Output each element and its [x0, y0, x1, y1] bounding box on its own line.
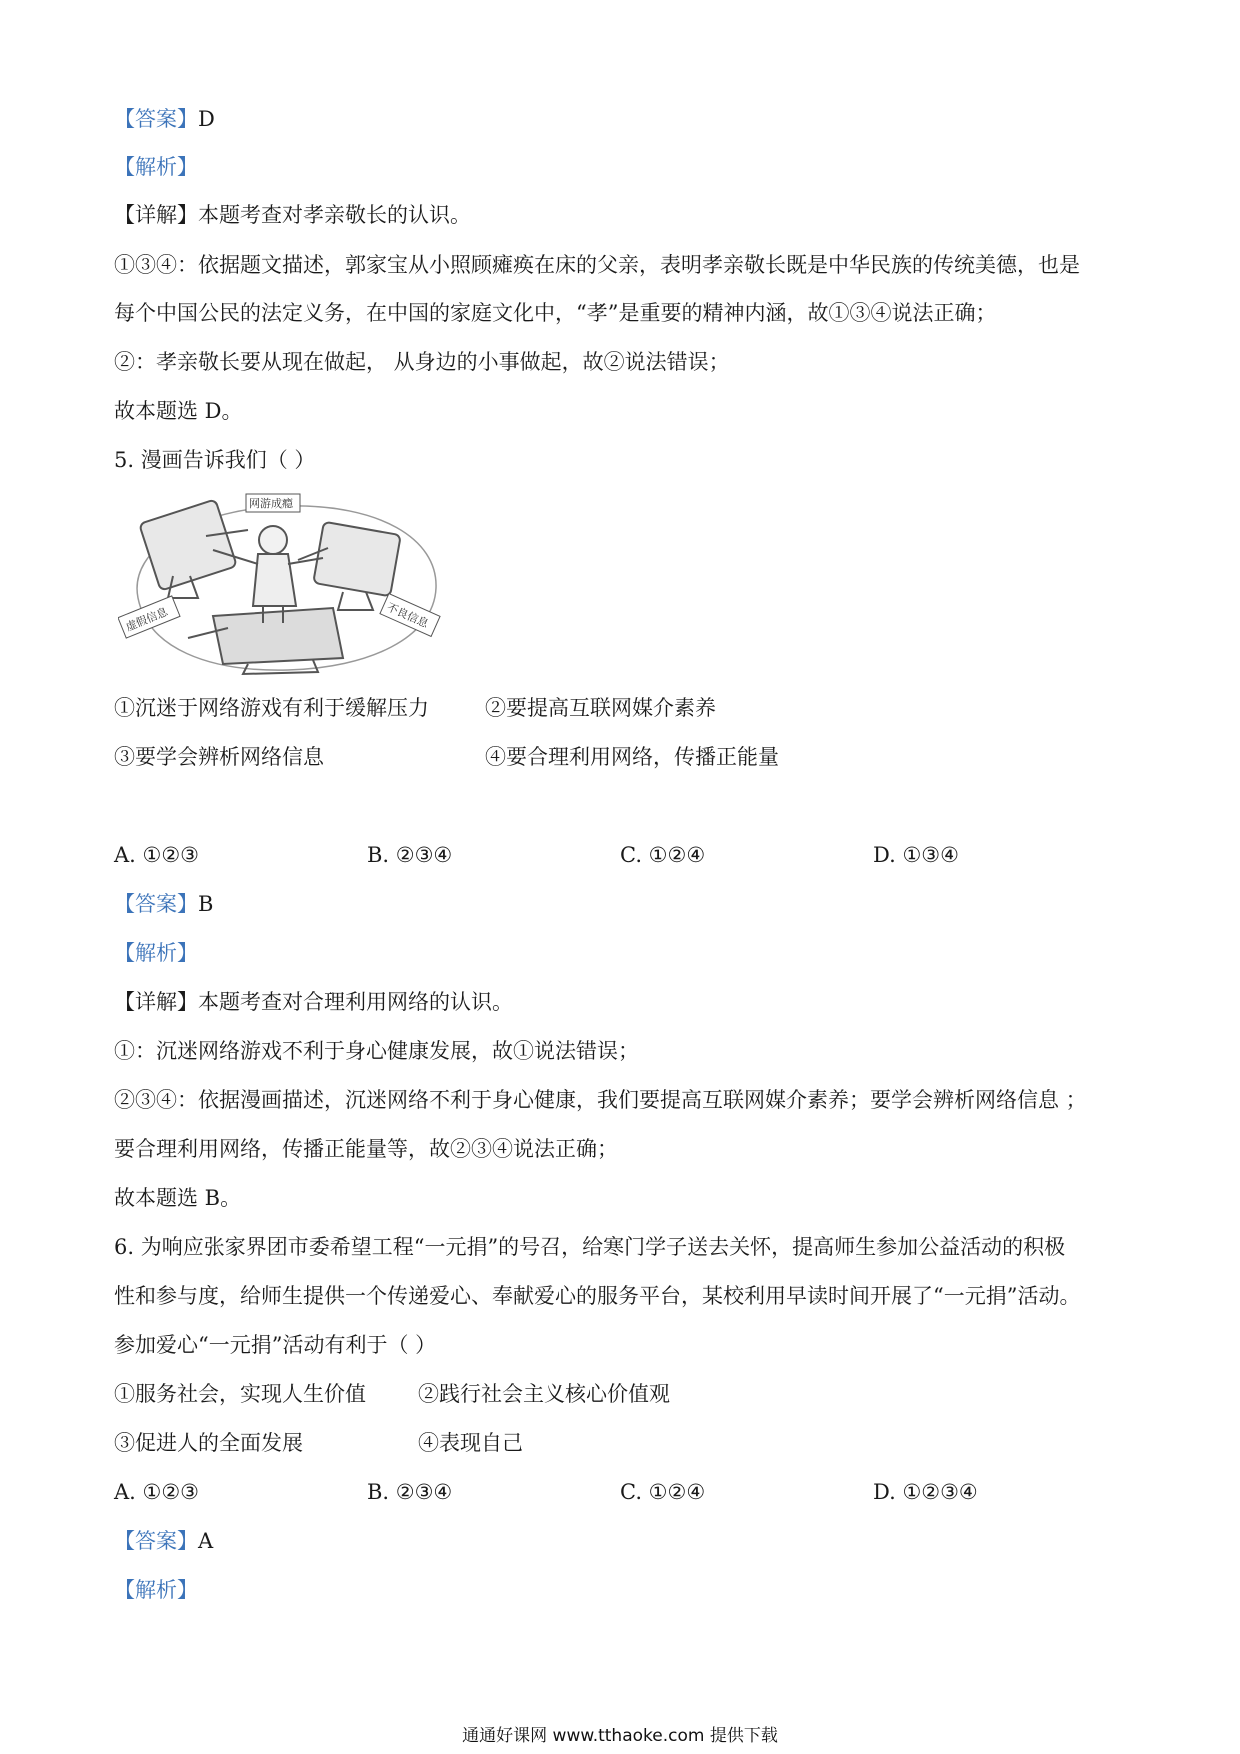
q6-analysis-line [114, 1575, 198, 1605]
q4-analysis-line [114, 152, 198, 182]
q5-paragraph-2b: 要合理利用网络，传播正能量等，故②③④说法正确； [114, 1137, 618, 1161]
cartoon-label-left: 虚假信息 [123, 605, 170, 634]
internet-cartoon-image [118, 488, 450, 678]
q5-answer-line [114, 889, 213, 919]
answer-tag: 【答案】 [114, 892, 198, 916]
q4-detail-line [114, 200, 471, 230]
q6-statement-1: ①服务社会，实现人生价值 [114, 1382, 366, 1406]
q5-choice-c: C. ①②④ [620, 843, 706, 867]
q4-answer-line [114, 104, 215, 134]
q5-choice-a: A. ①②③ [114, 843, 199, 867]
cartoon-label-top: 网游成瘾 [249, 497, 293, 510]
q5-stem: 5. 漫画告诉我们（ ） [114, 448, 316, 472]
q4-conclusion: 故本题选 D。 [114, 399, 243, 423]
q6-choice-b: B. ②③④ [367, 1480, 453, 1504]
q5-choice-d: D. ①③④ [873, 843, 959, 867]
q5-statement-2: ②要提高互联网媒介素养 [485, 696, 716, 720]
analysis-tag: 【解析】 [114, 941, 198, 965]
q4-paragraph-1a: ①③④：依据题文描述，郭家宝从小照顾瘫痪在床的父亲，表明孝亲敬长既是中华民族的传统美德，也是 [114, 253, 1080, 277]
q5-statement-1: ①沉迷于网络游戏有利于缓解压力 [114, 696, 429, 720]
q5-answer: B [198, 892, 214, 916]
q5-choice-b: B. ②③④ [367, 843, 453, 867]
page-footer: 通通好课网 www.tthaoke.com 提供下载 [462, 1726, 778, 1746]
q4-paragraph-2: ②：孝亲敬长要从现在做起， 从身边的小事做起，故②说法错误； [114, 350, 730, 374]
analysis-tag: 【解析】 [114, 1578, 198, 1602]
q5-statement-3: ③要学会辨析网络信息 [114, 745, 324, 769]
q6-stem-2: 性和参与度，给师生提供一个传递爱心、奉献爱心的服务平台，某校利用早读时间开展了“一元捐”活动。 [114, 1284, 1081, 1308]
q4-detail: 本题考查对孝亲敬长的认识。 [198, 203, 471, 227]
answer-tag: 【答案】 [114, 1529, 198, 1553]
q6-stem-1: 6. 为响应张家界团市委希望工程“一元捐”的号召，给寒门学子送去关怀，提高师生参加公益活动的积极 [114, 1235, 1066, 1259]
q4-paragraph-1b: 每个中国公民的法定义务，在中国的家庭文化中，“孝”是重要的精神内涵，故①③④说法正确； [114, 301, 997, 325]
q6-statement-3: ③促进人的全面发展 [114, 1431, 303, 1455]
analysis-tag: 【解析】 [114, 155, 198, 179]
q6-choice-a: A. ①②③ [114, 1480, 199, 1504]
q6-answer: A [198, 1529, 214, 1553]
q6-choice-d: D. ①②③④ [873, 1480, 978, 1504]
q5-detail-line [114, 987, 513, 1017]
q6-statement-2: ②践行社会主义核心价值观 [418, 1382, 670, 1406]
q6-answer-line [114, 1526, 213, 1556]
q5-paragraph-2a: ②③④：依据漫画描述，沉迷网络不利于身心健康，我们要提高互联网媒介素养；要学会辨析网络信息 ； [114, 1088, 1087, 1112]
q5-statement-4: ④要合理利用网络，传播正能量 [485, 745, 779, 769]
detail-tag: 【详解】 [114, 203, 198, 227]
q4-answer: D [198, 107, 215, 131]
q5-analysis-line [114, 938, 198, 968]
detail-tag: 【详解】 [114, 990, 198, 1014]
q6-statement-4: ④表现自己 [418, 1431, 523, 1455]
q5-conclusion: 故本题选 B。 [114, 1186, 242, 1210]
q6-stem-3: 参加爱心“一元捐”活动有利于（ ） [114, 1333, 437, 1357]
answer-tag: 【答案】 [114, 107, 198, 131]
q5-detail: 本题考查对合理利用网络的认识。 [198, 990, 513, 1014]
q5-paragraph-1: ①：沉迷网络游戏不利于身心健康发展，故①说法错误； [114, 1039, 639, 1063]
cartoon-label-right: 不良信息 [384, 600, 431, 631]
q6-choice-c: C. ①②④ [620, 1480, 706, 1504]
